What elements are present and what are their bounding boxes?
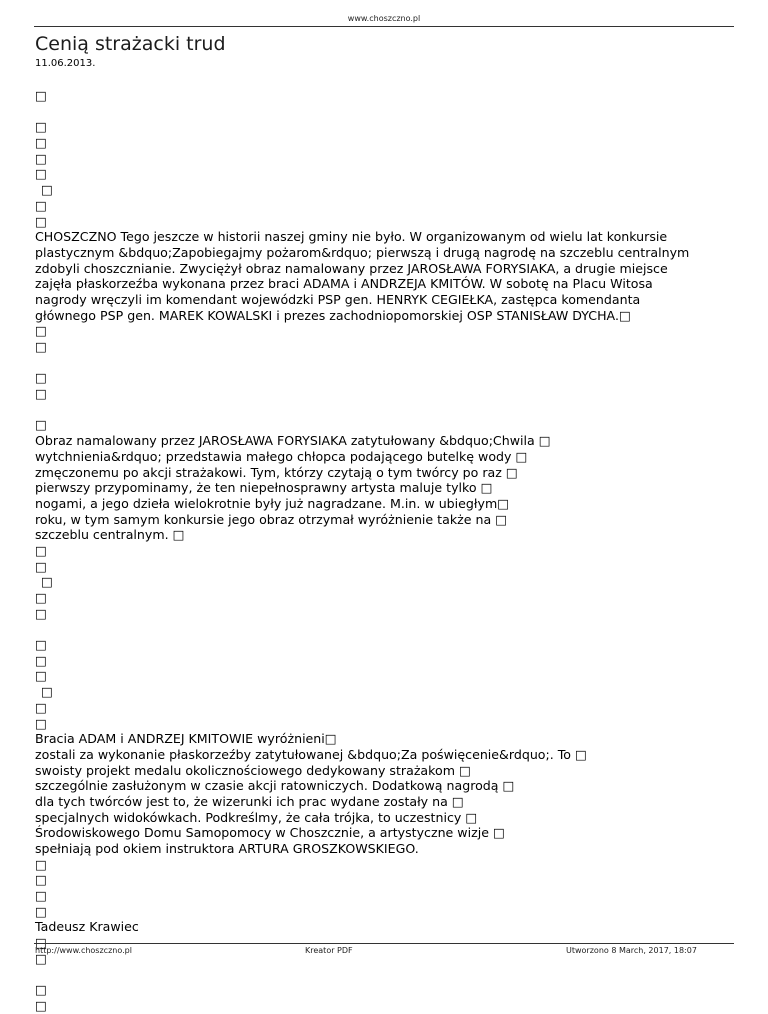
body-line: □: [35, 166, 47, 182]
body-line: □: [41, 574, 53, 590]
body-blank-line: [35, 355, 735, 371]
body-line: zajęła płaskorzeźba wykonana przez braci ADAMA i ANDRZEJA KMITÓW. W sobotę na Placu Witosa: [35, 276, 653, 292]
body-line: □: [35, 88, 47, 103]
body-line: głównego PSP gen. MAREK KOWALSKI i prezes zachodniopomorskiej OSP STANISŁAW DYCHA.□: [35, 307, 631, 323]
header-site-url[interactable]: www.choszczno.pl: [347, 14, 421, 23]
body-line: nagrody wręczyli im komendant wojewódzki PSP gen. HENRYK CEGIEŁKA, zastępca komendanta: [35, 291, 641, 307]
body-line: □: [35, 197, 47, 213]
footer-created-timestamp: Utworzono 8 March, 2017, 18:07: [566, 946, 697, 955]
body-line: plastycznym &bdquo;Zapobiegajmy pożarom&rdquo; pierwszą i drugą nagrodę na szczeblu centralnym: [35, 244, 690, 260]
body-line: Bracia ADAM i ANDRZEJ KMITOWIE wyróżnieni□: [35, 731, 337, 747]
body-line: Tadeusz Krawiec: [35, 919, 139, 935]
body-line: swoisty projekt medalu okolicznościowego dedykowany strażakom □: [35, 762, 471, 778]
article-title: Cenią strażacki trud: [35, 33, 226, 55]
body-line: □: [35, 339, 47, 354]
body-line: nogami, a jego dzieła wielokrotnie były już nagradzane. M.in. w ubiegłym□: [35, 495, 510, 511]
body-line: specjalnych widokówkach. Podkreślmy, że cała trójka, to uczestnicy □: [35, 809, 478, 825]
body-line: □: [35, 950, 47, 966]
body-line: □: [35, 856, 47, 872]
body-line: dla tych twórców jest to, że wizerunki ich prac wydane zostały na □: [35, 793, 464, 809]
body-line: □: [35, 668, 47, 684]
body-line: □: [35, 590, 47, 605]
body-line: zmęczonemu po akcji strażakowi. Tym, którzy czytają o tym twórcy po raz □: [35, 464, 518, 480]
footer-generator: Kreator PDF: [305, 946, 353, 955]
body-line: □: [35, 888, 47, 904]
body-line: zdobyli choszcznianie. Zwyciężył obraz namalowany przez JAROSŁAWA FORYSIAKA, a drugie miejsce: [35, 260, 668, 276]
body-line: □: [35, 542, 47, 558]
footer-url-link[interactable]: http://www.choszczno.pl: [35, 946, 132, 955]
body-line: spełniają pod okiem instruktora ARTURA GROSZKOWSKIEGO.: [35, 841, 419, 856]
header-divider: [34, 26, 734, 27]
body-line: □: [35, 982, 47, 998]
body-line: □: [35, 605, 47, 621]
article-body: [35, 88, 735, 1014]
body-line: CHOSZCZNO Tego jeszcze w historii naszej gminy nie było. W organizowanym od wielu lat konkursie: [35, 229, 668, 245]
body-line: □: [35, 150, 47, 166]
body-line: □: [35, 119, 47, 135]
body-line: Środowiskowego Domu Samopomocy w Choszcznie, a artystyczne wizje □: [35, 825, 505, 841]
body-line: □: [41, 182, 53, 198]
body-line: pierwszy przypominamy, że ten niepełnosprawny artysta maluje tylko □: [35, 480, 493, 496]
body-line: □: [35, 997, 47, 1013]
body-line: roku, w tym samym konkursie jego obraz otrzymał wyróżnienie także na □: [35, 511, 508, 527]
body-line: □: [35, 715, 47, 731]
body-blank-line: [35, 621, 735, 637]
footer-divider: [34, 943, 734, 944]
body-line: □: [35, 903, 47, 919]
body-line: □: [35, 558, 47, 574]
body-line: □: [41, 684, 53, 700]
body-line: Obraz namalowany przez JAROSŁAWA FORYSIAKA zatytułowany &bdquo;Chwila □: [35, 433, 551, 449]
body-blank-line: [35, 967, 735, 983]
body-line: □: [35, 872, 47, 888]
body-line: szczególnie zasłużonym w czasie akcji ratowniczych. Dodatkową nagrodą □: [35, 778, 515, 794]
body-line: □: [35, 213, 47, 229]
body-line: zostali za wykonanie płaskorzeźby zatytułowanej &bdquo;Za poświęcenie&rdquo;. To □: [35, 746, 587, 762]
body-line: □: [35, 370, 47, 386]
body-line: □: [35, 652, 47, 668]
body-blank-line: [35, 104, 735, 120]
body-line: □: [35, 323, 47, 339]
body-blank-line: [35, 402, 735, 418]
body-line: szczeblu centralnym. □: [35, 527, 185, 543]
article-date: 11.06.2013.: [35, 58, 96, 69]
body-line: □: [35, 699, 47, 715]
body-line: wytchnienia&rdquo; przedstawia małego chłopca podającego butelkę wody □: [35, 448, 528, 464]
body-line: □: [35, 417, 47, 433]
body-line: □: [35, 386, 47, 402]
body-line: □: [35, 935, 47, 951]
body-line: □: [35, 637, 47, 653]
body-line: □: [35, 135, 47, 151]
